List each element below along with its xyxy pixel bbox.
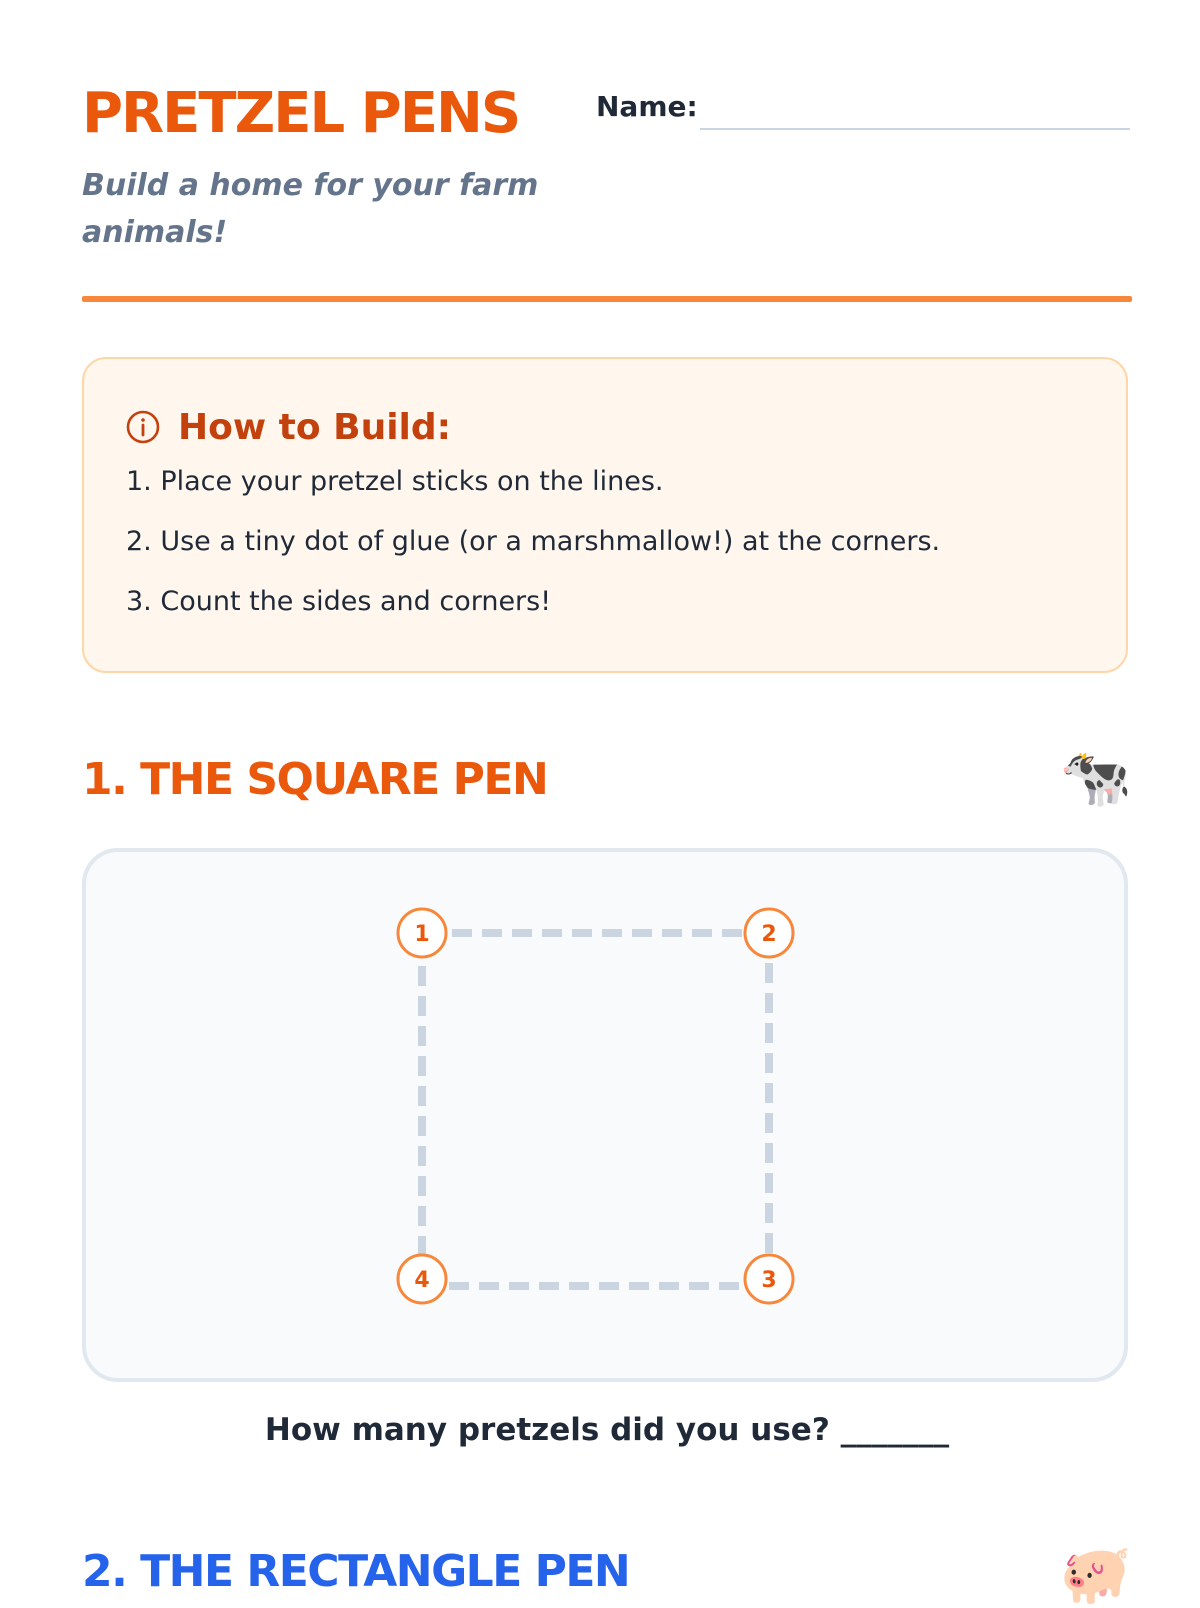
corner-label: 3: [761, 1268, 777, 1293]
corner-label: 1: [414, 922, 430, 947]
header-divider: [82, 296, 1132, 302]
instructions-title: How to Build:: [178, 406, 452, 448]
page-title: PRETZEL PENS: [82, 81, 520, 146]
page-subtitle: Build a home for your farm animals!: [82, 168, 539, 250]
corner-label: 2: [761, 922, 777, 947]
info-icon: [126, 410, 160, 444]
corner-marker-2[interactable]: [745, 909, 793, 957]
corner-marker-4[interactable]: [398, 1255, 446, 1303]
instruction-step: 3. Count the sides and corners!: [126, 586, 552, 617]
worksheet-page: [82, 0, 1132, 1608]
corner-label: 4: [414, 1268, 430, 1293]
name-label: Name:: [596, 90, 698, 123]
name-field[interactable]: [700, 128, 1130, 130]
instructions-box: [82, 357, 1128, 673]
instructions-list: [126, 464, 940, 644]
section-title-square-pen: 1. THE SQUARE PEN: [82, 754, 548, 805]
square-pen-canvas: [82, 848, 1128, 1382]
pretzel-count-question: How many pretzels did you use? _______: [264, 1412, 950, 1448]
cow-icon: 🐄: [1059, 743, 1132, 811]
worksheet-header: [82, 78, 1132, 308]
instruction-step: 1. Place your pretzel sticks on the lines.: [126, 466, 664, 497]
section-title-rectangle-pen: 2. THE RECTANGLE PEN: [82, 1546, 630, 1597]
corner-marker-3[interactable]: [745, 1255, 793, 1303]
square-outline-diagram: [86, 852, 1124, 1378]
corner-marker-1[interactable]: [398, 909, 446, 957]
instruction-step: 2. Use a tiny dot of glue (or a marshmallow!) at the corners.: [126, 526, 941, 557]
pig-icon: 🐖: [1059, 1540, 1132, 1608]
instructions-heading: [126, 405, 451, 449]
square-dashed-sides: [422, 933, 769, 1286]
